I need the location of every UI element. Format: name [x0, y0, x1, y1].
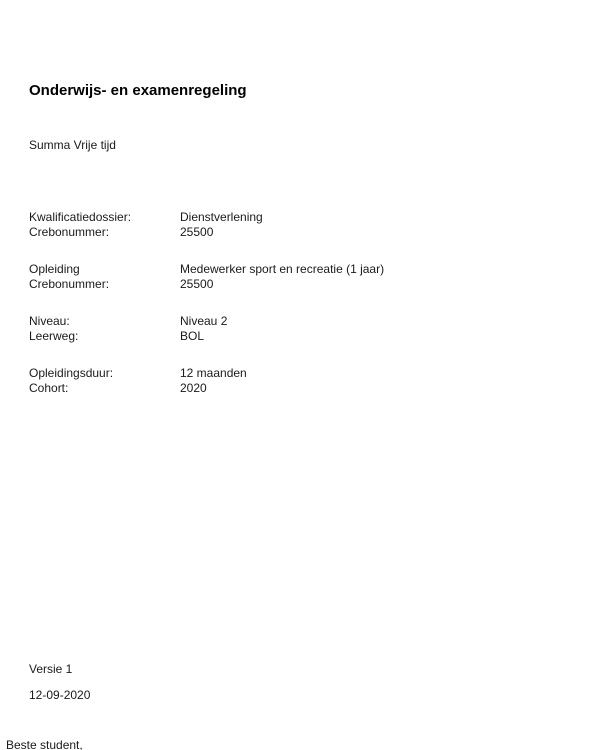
info-value: 2020 — [180, 381, 207, 395]
info-label: Kwalificatiedossier: — [29, 210, 132, 224]
info-value: BOL — [180, 329, 205, 343]
info-row — [29, 314, 449, 329]
info-value: 25500 — [180, 277, 214, 291]
greeting-text: Beste student, — [6, 738, 83, 750]
info-table — [29, 210, 449, 418]
info-row — [29, 381, 449, 396]
info-value: Dienstverlening — [180, 210, 263, 224]
info-label: Crebonummer: — [29, 225, 110, 239]
info-label: Niveau: — [29, 314, 70, 328]
info-group-duration — [29, 366, 449, 396]
info-row — [29, 225, 449, 240]
info-label: Opleidingsduur: — [29, 366, 114, 380]
info-row — [29, 329, 449, 344]
document-date: 12-09-2020 — [29, 688, 91, 702]
info-value: 12 maanden — [180, 366, 247, 380]
document-title: Onderwijs- en examenregeling — [29, 82, 247, 99]
info-value: Niveau 2 — [180, 314, 228, 328]
info-row — [29, 262, 449, 277]
info-value: Medewerker sport en recreatie (1 jaar) — [180, 262, 385, 276]
info-label: Opleiding — [29, 262, 80, 276]
info-label: Crebonummer: — [29, 277, 110, 291]
organization-name: Summa Vrije tijd — [29, 138, 116, 152]
info-value: 25500 — [180, 225, 214, 239]
info-group-level — [29, 314, 449, 344]
info-row — [29, 366, 449, 381]
info-group-program — [29, 262, 449, 292]
info-group-qualification — [29, 210, 449, 240]
version-label: Versie 1 — [29, 662, 73, 676]
info-row — [29, 277, 449, 292]
info-label: Cohort: — [29, 381, 69, 395]
info-row — [29, 210, 449, 225]
info-label: Leerweg: — [29, 329, 79, 343]
